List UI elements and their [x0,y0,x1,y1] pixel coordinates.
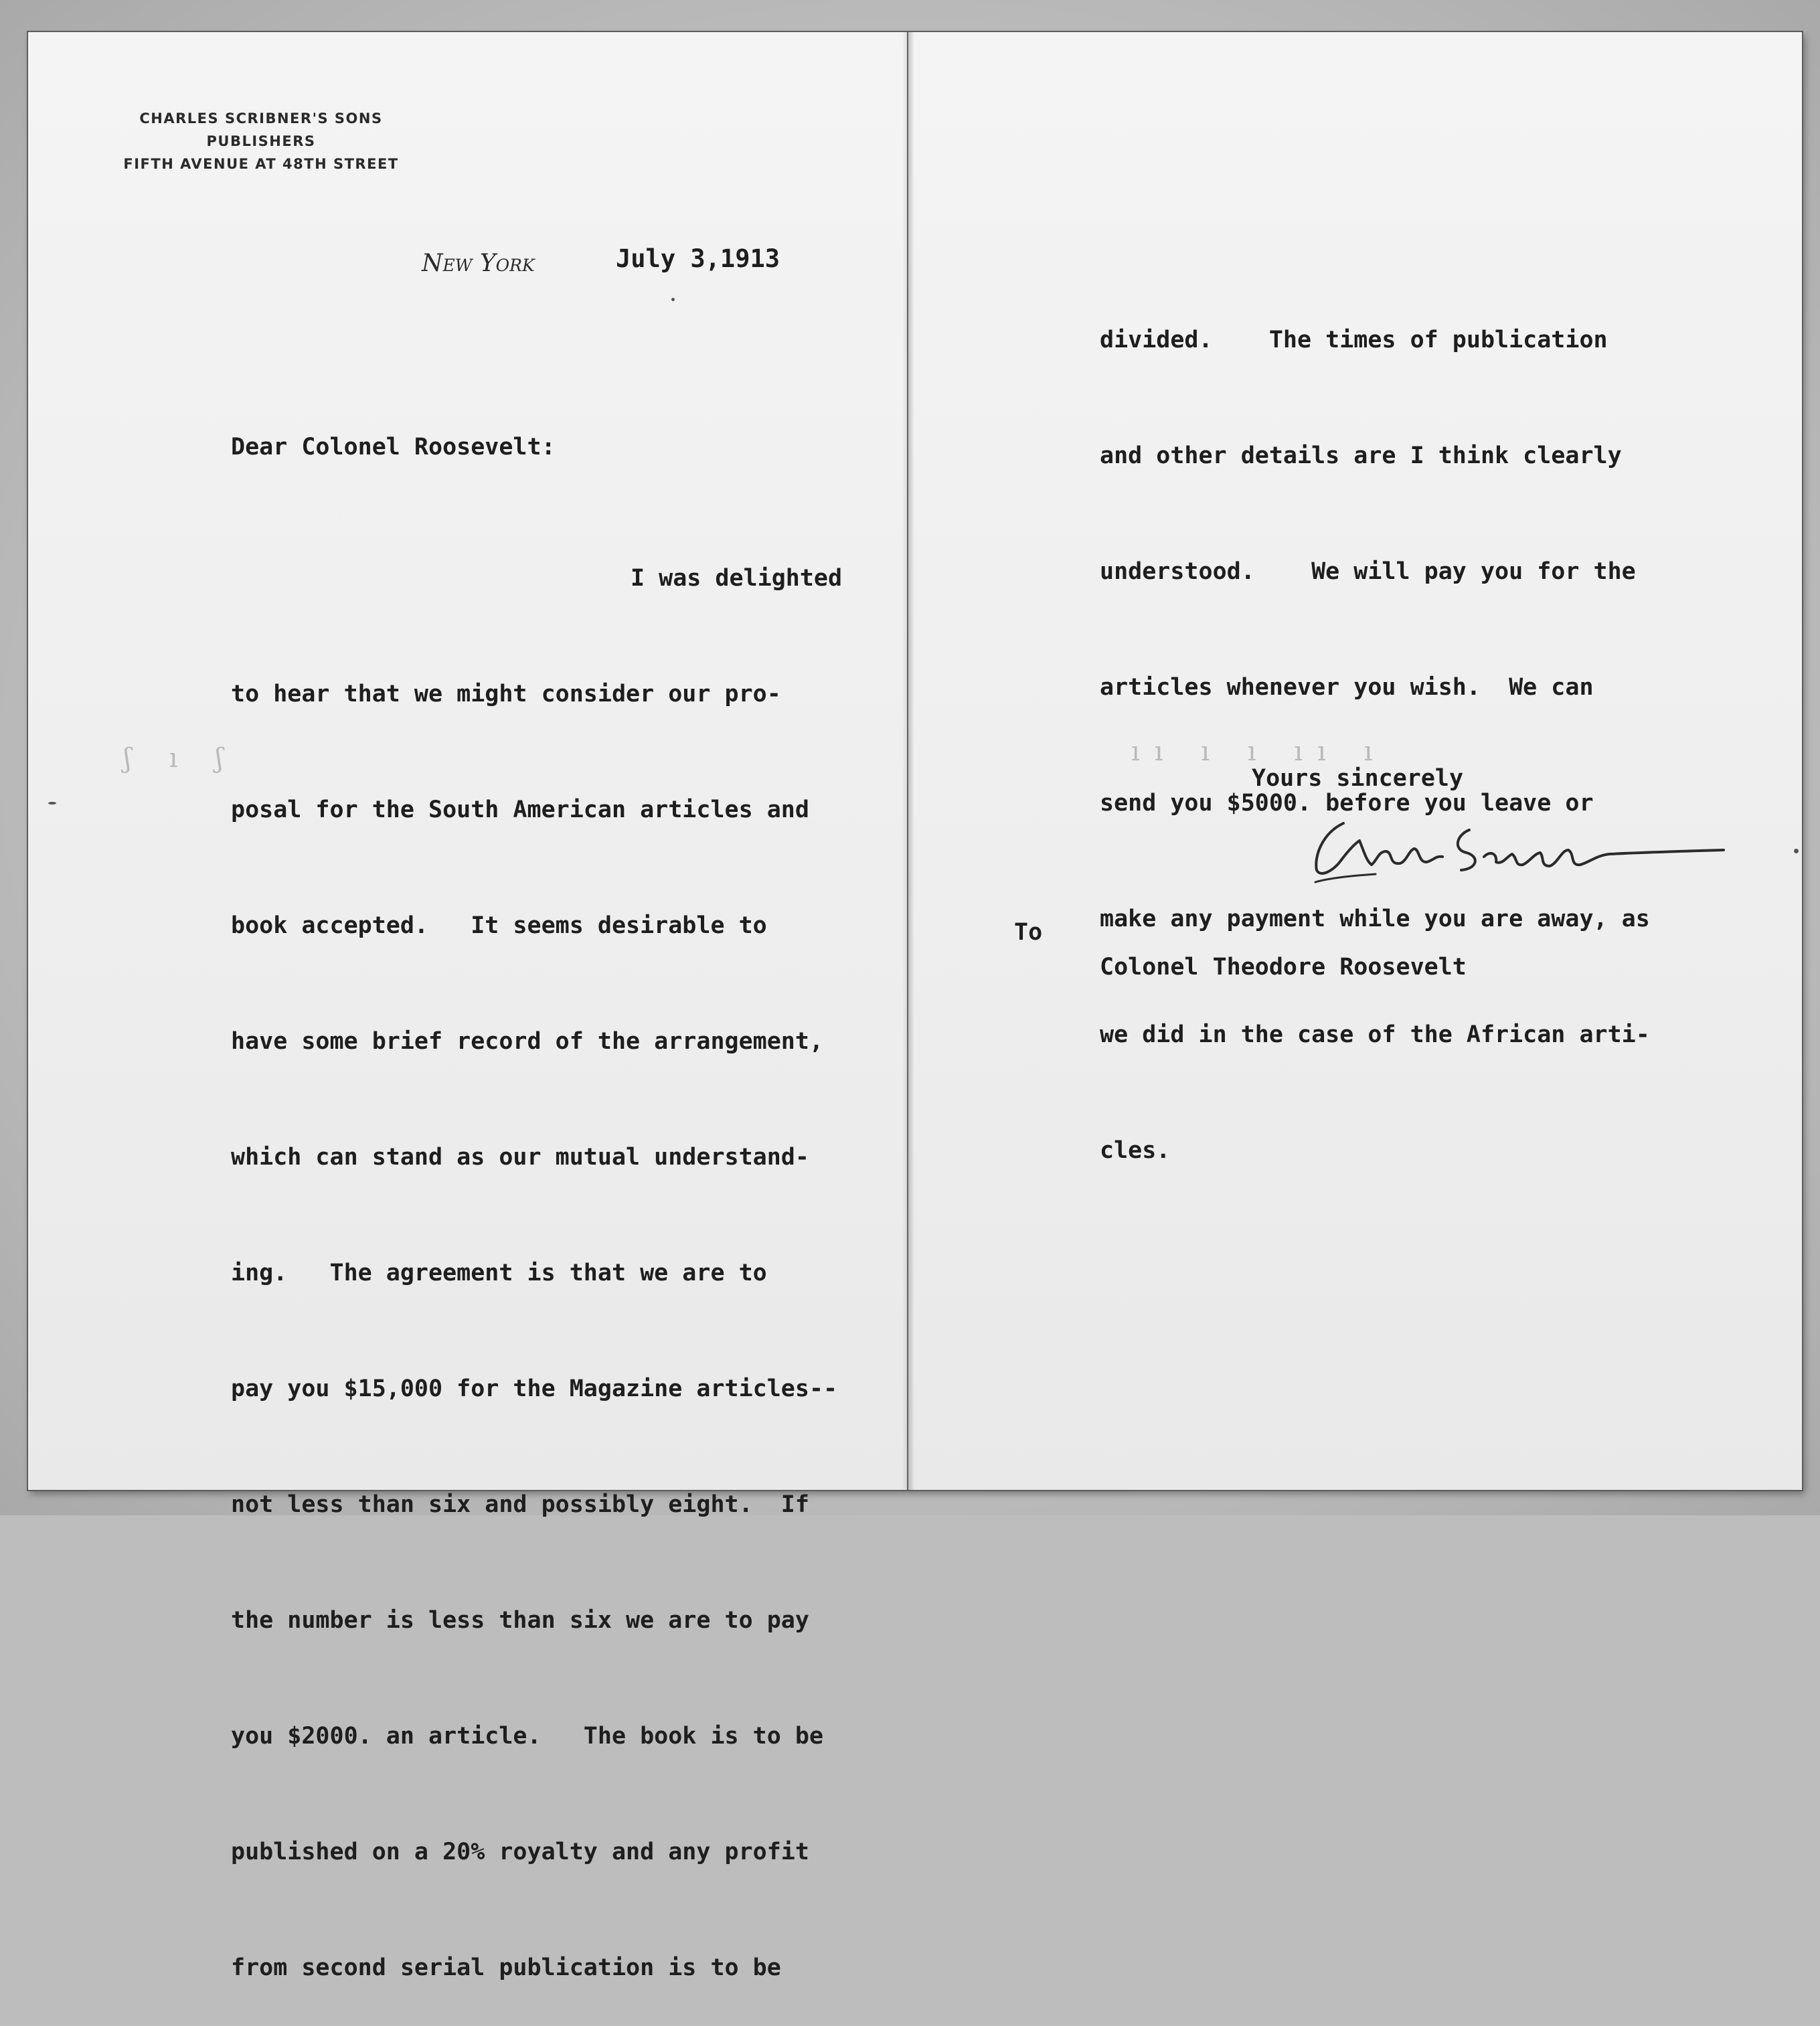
signature-charles-scribner [1302,803,1730,883]
body-line: send you $5000. before you leave or [1100,790,1594,817]
letterhead [87,107,435,175]
body-line: which can stand as our mutual understand- [231,1144,809,1171]
closing: Yours sincerely [1252,765,1464,792]
body-line: divided. The times of publication [1100,327,1608,353]
body-line: published on a 20% royalty and any profit [231,1839,809,1865]
body-line: understood. We will pay you for the [1100,558,1636,585]
body-right [1100,256,1756,1209]
body-line: from second serial publication is to be [231,1954,781,1981]
body-line: make any payment while you are away, as [1100,906,1650,932]
faint-pencil-mark: ʃ ı ʃ [124,743,238,774]
body-line: not less than six and possibly eight. If [231,1491,809,1518]
scan-speck [671,298,675,301]
body-line: articles whenever you wish. We can [1100,674,1594,701]
body-line: I was delighted [631,565,843,592]
page-fold [902,32,914,1490]
faint-pencil-mark: ıı ı ı ıı ı [1131,736,1388,767]
body-line: ing. The agreement is that we are to [231,1260,767,1286]
body-line: cles. [1100,1137,1171,1164]
body-line: to hear that we might consider our pro- [231,681,781,707]
body-line: you $2000. an article. The book is to be [231,1723,824,1750]
letterhead-publishers: PUBLISHERS [206,133,316,149]
body-line: have some brief record of the arrangement, [231,1028,824,1055]
body-line: book accepted. It seems desirable to [231,912,767,939]
body-line: posal for the South American articles and [231,796,809,823]
body-line: and other details are I think clearly [1100,442,1622,469]
letterhead-address: FIFTH AVENUE AT 48TH STREET [123,156,399,172]
body-line: we did in the case of the African arti- [1100,1021,1650,1048]
body-line: pay you $15,000 for the Magazine articles-- [231,1375,838,1402]
letter-place: New York [422,250,535,277]
scan-speck [1794,849,1799,853]
letterhead-company: CHARLES SCRIBNER'S SONS [139,110,383,126]
body-left [231,494,867,2026]
addressee: Colonel Theodore Roosevelt [1100,954,1467,981]
letter-date: July 3,1913 [616,244,780,273]
to-label: To [1014,919,1043,946]
body-line: the number is less than six we are to pay [231,1607,809,1634]
salutation: Dear Colonel Roosevelt: [231,434,556,460]
scan-speck [48,802,56,805]
